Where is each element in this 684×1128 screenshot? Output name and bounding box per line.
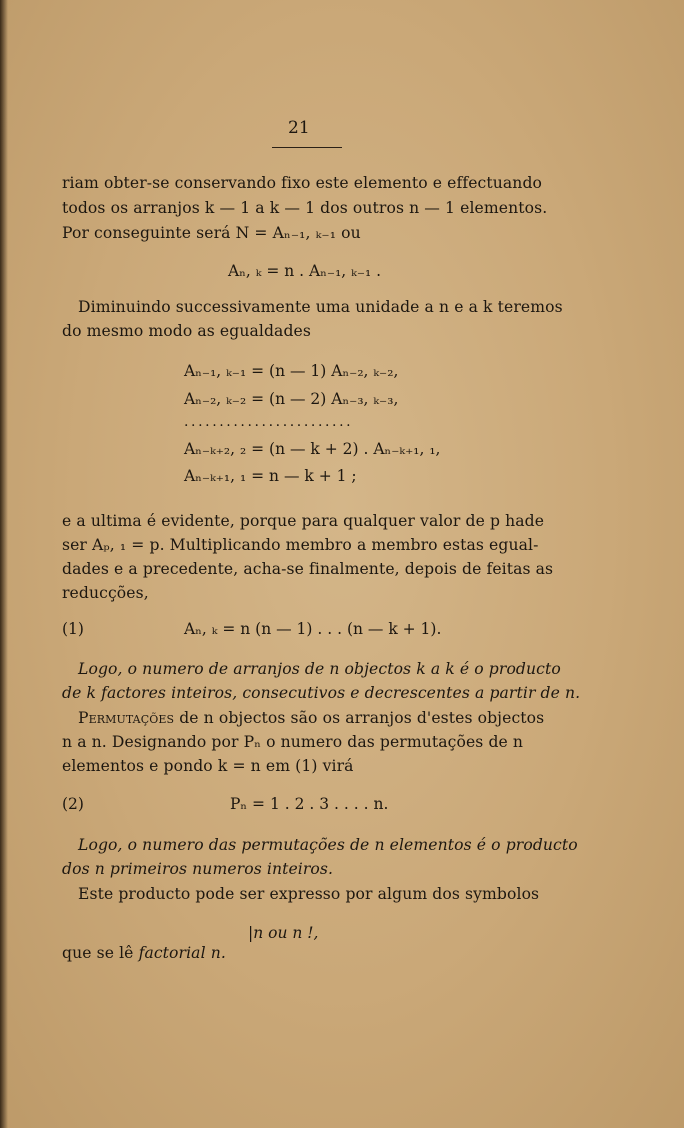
equation-2: Pₙ = 1 . 2 . 3 . . . . n.: [230, 795, 389, 813]
text-line: n a n. Designando por Pₙ o numero das permutações de n: [62, 733, 524, 751]
text-line: Diminuindo successivamente uma unidade a n e a k teremos: [78, 298, 563, 316]
equation-label: (1): [62, 620, 84, 638]
text-segment: de n objectos são os arranjos d'estes objectos: [179, 709, 545, 727]
page-number: 21: [288, 118, 310, 138]
text-line: [62, 944, 226, 962]
equation-line: Aₙ₋ₖ₊₂, ₂ = (n — k + 2) . Aₙ₋ₖ₊₁, ₁,: [184, 440, 441, 458]
text-line: do mesmo modo as egualdades: [62, 322, 311, 340]
equation-line: Aₙ₋₂, ₖ₋₂ = (n — 2) Aₙ₋₃, ₖ₋₃,: [184, 390, 399, 408]
text-line: Logo, o numero de arranjos de n objectos k a k é o producto: [78, 660, 561, 678]
text-line: reducções,: [62, 584, 149, 602]
text-line: e a ultima é evidente, porque para qualquer valor de p hade: [62, 512, 545, 530]
equation-label: (2): [62, 795, 84, 813]
text-line: riam obter-se conservando fixo este elemento e effectuando: [62, 174, 543, 192]
ellipsis-dots: ........................: [184, 414, 354, 430]
section-term: Permutações: [78, 709, 175, 727]
equation-1: Aₙ, ₖ = n (n — 1) . . . (n — k + 1).: [184, 620, 442, 638]
equation-line: Aₙ₋₁, ₖ₋₁ = (n — 1) Aₙ₋₂, ₖ₋₂,: [184, 362, 399, 380]
text-line: dos n primeiros numeros inteiros.: [62, 860, 334, 878]
text-line: [78, 709, 544, 727]
equation-line: Aₙ₋ₖ₊₁, ₁ = n — k + 1 ;: [184, 467, 357, 485]
equation-main: Aₙ, ₖ = n . Aₙ₋₁, ₖ₋₁ .: [228, 262, 382, 280]
text-line: ser Aₚ, ₁ = p. Multiplicando membro a membro estas egual-: [62, 536, 539, 554]
text-line: Por conseguinte será N = Aₙ₋₁, ₖ₋₁ ou: [62, 224, 361, 242]
term-factorial: factorial n.: [138, 944, 226, 962]
text-line: de k factores inteiros, consecutivos e decrescentes a partir de n.: [62, 684, 581, 702]
text-line: dades e a precedente, acha-se finalmente, depois de feitas as: [62, 560, 554, 578]
text-line: todos os arranjos k — 1 a k — 1 dos outros n — 1 elementos.: [62, 199, 548, 217]
text-line: Este producto pode ser expresso por algum dos symbolos: [78, 885, 540, 903]
factorial-symbols: |n ou n !,: [248, 924, 319, 942]
text-segment: que se lê: [62, 944, 139, 962]
header-rule: [272, 147, 342, 148]
text-line: Logo, o numero das permutações de n elementos é o producto: [78, 836, 578, 854]
text-line: elementos e pondo k = n em (1) virá: [62, 757, 354, 775]
